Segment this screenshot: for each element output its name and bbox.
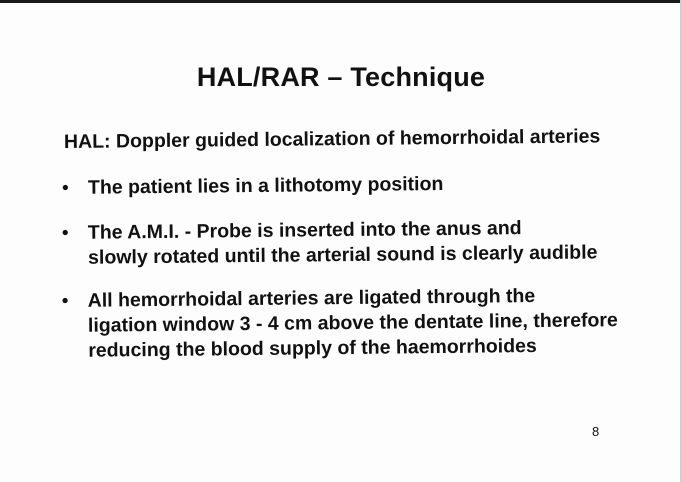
- page-number: 8: [592, 424, 600, 439]
- bullet-item-patient-position: [62, 170, 662, 201]
- bullet-text-line: The A.M.I. - Probe is inserted into the anus and: [87, 217, 522, 244]
- bullet-marker: •: [61, 221, 69, 245]
- slide-subtitle: HAL: Doppler guided localization of hemorrhoidal arteries: [63, 125, 601, 153]
- bullet-list: [61, 173, 662, 364]
- bullet-marker: •: [61, 289, 69, 313]
- slide-title: HAL/RAR – Technique: [196, 62, 486, 92]
- bullet-text-line: slowly rotated until the arterial sound is clearly audible: [88, 241, 598, 269]
- bullet-text-line: All hemorrhoidal arteries are ligated through the: [87, 285, 536, 312]
- scan-edge-top: [0, 0, 682, 3]
- bullet-item-artery-ligation: [62, 283, 663, 364]
- bullet-marker: •: [61, 176, 69, 199]
- bullet-text-line: The patient lies in a lithotomy position: [87, 173, 444, 199]
- bullet-text-line: reducing the blood supply of the haemorrhoides: [88, 335, 537, 362]
- bullet-item-probe-insertion: [62, 215, 662, 271]
- bullet-text-line: ligation window 3 - 4 cm above the dentate line, therefore: [87, 309, 618, 337]
